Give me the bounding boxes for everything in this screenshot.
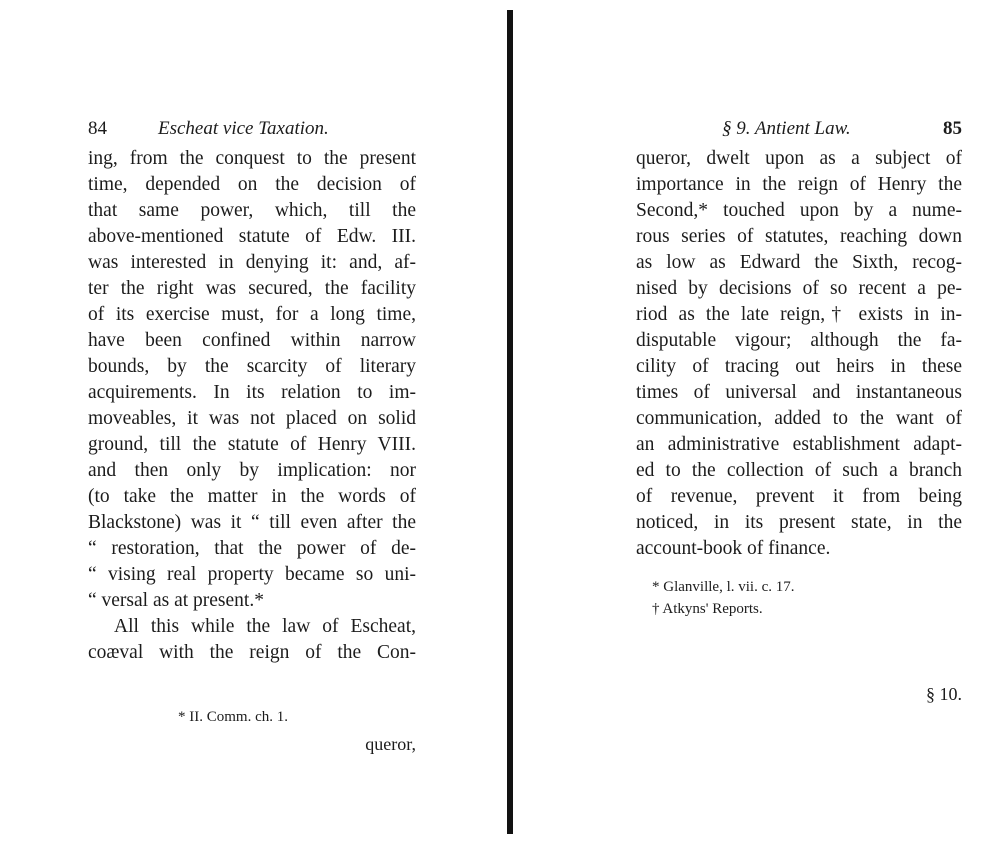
footnote: † Atkyns' Reports. — [652, 601, 763, 617]
text-line: importance in the reign of Henry the — [636, 174, 962, 195]
right-page — [636, 118, 962, 705]
text-line: queror, dwelt upon as a subject of — [636, 148, 962, 169]
text-line: acquirements. In its relation to im- — [88, 382, 416, 403]
body-text — [88, 146, 416, 666]
text-line: ing, from the conquest to the present — [88, 148, 416, 169]
catchword: § 10. — [926, 684, 962, 704]
text-line: Second,* touched upon by a nume- — [636, 200, 962, 221]
text-line: was interested in denying it: and, af- — [88, 252, 416, 273]
text-line: noticed, in its present state, in the — [636, 512, 962, 533]
text-line: and then only by implication: nor — [88, 460, 416, 481]
text-line: nised by decisions of so recent a pe- — [636, 278, 962, 299]
running-head-title: § 9. Antient Law. — [722, 118, 851, 139]
text-line: have been confined within narrow — [88, 330, 416, 351]
running-head-title: Escheat vice Taxation. — [158, 118, 329, 139]
text-line: moveables, it was not placed on solid — [88, 408, 416, 429]
text-line: above-mentioned statute of Edw. III. — [88, 226, 416, 247]
text-line: Blackstone) was it “ till even after the — [88, 512, 416, 533]
footnotes — [88, 706, 416, 728]
text-line: times of universal and instantaneous — [636, 382, 962, 403]
text-line: “ versal as at present.* — [88, 590, 264, 611]
text-line: ed to the collection of such a branch — [636, 460, 962, 481]
text-line: communication, added to the want of — [636, 408, 962, 429]
running-header — [88, 118, 416, 146]
text-line: ter the right was secured, the facility — [88, 278, 416, 299]
text-line: an administrative establishment adapt- — [636, 434, 962, 455]
footnote: * II. Comm. ch. 1. — [178, 709, 288, 725]
text-line: that same power, which, till the — [88, 200, 416, 221]
running-header — [636, 118, 962, 146]
text-line: account-book of finance. — [636, 538, 831, 559]
left-page — [88, 118, 416, 755]
body-text — [636, 146, 962, 562]
text-line: All this while the law of Escheat, — [114, 616, 416, 637]
gutter-divider — [507, 10, 513, 834]
text-line: ground, till the statute of Henry VIII. — [88, 434, 416, 455]
text-line: time, depended on the decision of — [88, 174, 416, 195]
text-line: cility of tracing out heirs in these — [636, 356, 962, 377]
text-line: of revenue, prevent it from being — [636, 486, 962, 507]
page-number: 84 — [88, 118, 107, 139]
text-line: “ vising real property became so uni- — [88, 564, 416, 585]
text-line: bounds, by the scarcity of literary — [88, 356, 416, 377]
footnote: * Glanville, l. vii. c. 17. — [652, 579, 795, 595]
text-line: rous series of statutes, reaching down — [636, 226, 962, 247]
text-line: “ restoration, that the power of de- — [88, 538, 416, 559]
text-line: of its exercise must, for a long time, — [88, 304, 416, 325]
text-line: coæval with the reign of the Con- — [88, 642, 416, 663]
text-line: as low as Edward the Sixth, recog- — [636, 252, 962, 273]
text-line: riod as the late reign,† exists in in- — [636, 304, 962, 325]
text-line: (to take the matter in the words of — [88, 486, 416, 507]
catchword: queror, — [365, 734, 416, 754]
text-line: disputable vigour; although the fa- — [636, 330, 962, 351]
page-number: 85 — [943, 118, 962, 139]
footnotes — [636, 576, 962, 620]
